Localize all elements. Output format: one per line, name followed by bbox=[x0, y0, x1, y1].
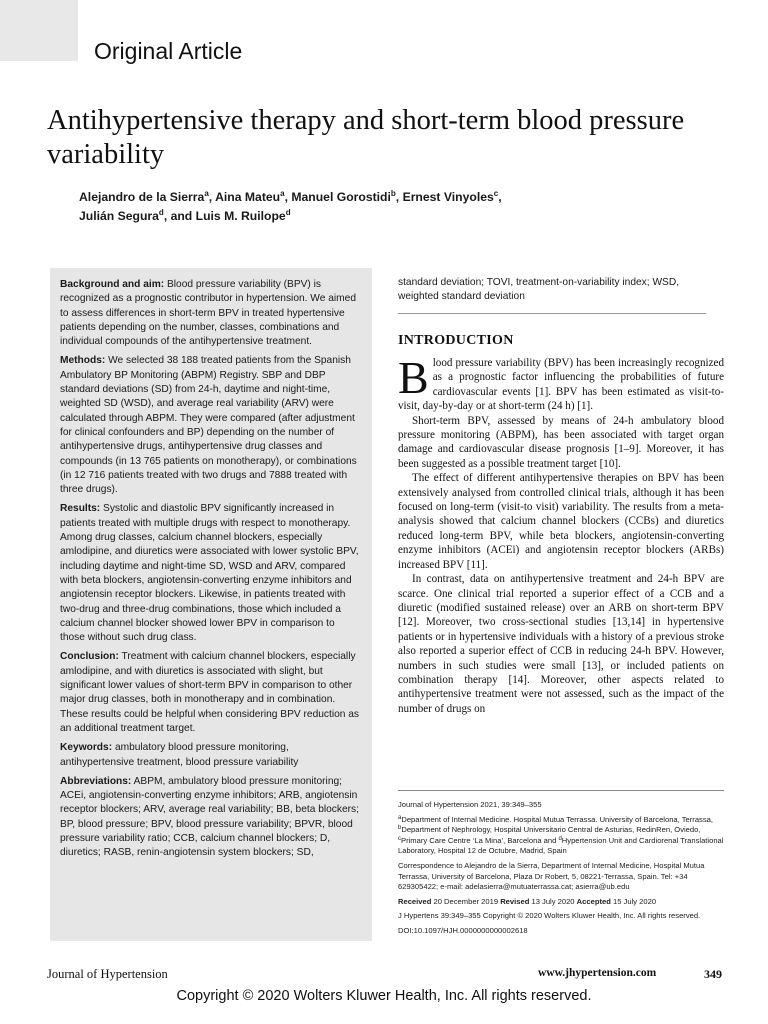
author-affiliation: d bbox=[285, 208, 291, 217]
abstract-results: Results: Systolic and diastolic BPV significantly increased in patients treated with multiple drugs with respect to monotherapy. Among drug classes, calcium channel blockers, especially amlodipine, and diuretics were associated with lower systolic BPV, including daytime and night-time SD, WSD and ARV, compared with beta blockers, angiotensin-converting enzyme inhibitors and angiotensin receptor blockers. Likewise, in patients treated with two-drug and three-drug combinations, those which included a calcium channel blocker showed lower BPV in comparison to those without such drug class. bbox=[60, 503, 359, 644]
author-name: Luis M. Ruilope bbox=[195, 209, 286, 223]
author-name: Alejandro de la Sierra bbox=[79, 190, 205, 204]
abstract-abbreviations: Abbreviations: ABPM, ambulatory blood pressure monitoring; ACEi, angiotensin-converting enzyme inhibitors; ARB, angiotensin receptor blockers; ARV, average real variability; BB, beta blockers; BP, blood pressure; BPV, blood pressure variability; BPVR, blood pressure variability ratio; CCB, calcium channel blockers; D, diuretics; RASB, renin-angiotensin system blockers; SD, bbox=[60, 775, 359, 859]
article-title: Antihypertensive therapy and short-term blood pressure variability bbox=[47, 105, 685, 170]
article-type-label: Original Article bbox=[94, 38, 243, 64]
paragraph: Blood pressure variability (BPV) has been increasingly recognized as a prognostic factor influencing the probabilities of future cardiovascular events [1]. BPV has been estimated as visit-to-visit, day-by-day or at short-term (24 h) [1]. bbox=[398, 352, 724, 413]
doi: DOI:10.1097/HJH.0000000000002618 bbox=[398, 925, 528, 935]
correspondence: Correspondence to Alejandro de la Sierra, Department of Internal Medicine, Hospital Mutua Terrassa, University of Barcelona, Plaza Dr Robert, 5, 08221-Terrassa, Spain. Tel: +34 629305422; e-mail: adelasierra@mutuaterrassa.cat; asierra@ub.edu bbox=[398, 860, 705, 892]
footnote-divider bbox=[398, 790, 724, 791]
author-affiliation: a bbox=[204, 189, 209, 198]
section-heading: INTRODUCTION bbox=[398, 333, 514, 348]
paragraph: In contrast, data on antihypertensive treatment and 24-h BPV are scarce. One clinical trial reported a superior effect of a CCB and a diuretic (modified sustained release) over an ARB on short-term BPV [12]. Moreover, two cross-sectional studies [13,14] in hypertensive patients or in hypertensive individuals with a history of a previous stroke also reported a superior effect of CCB in reducing 24-h BPV. However, numbers in such studies were small [13], or included patients on combination therapy [14]. Moreover, other aspects related to antihypertensive treatment were not assessed, such as the impact of the number of drugs on bbox=[398, 573, 724, 715]
author-affiliation: a bbox=[280, 189, 285, 198]
copyright-banner: Copyright © 2020 Wolters Kluwer Health, Inc. All rights reserved. bbox=[176, 988, 592, 1004]
author-name: Aina Mateu bbox=[215, 190, 281, 204]
author-name: Ernest Vinyoles bbox=[402, 190, 494, 204]
abstract-box bbox=[50, 268, 372, 941]
abbreviations-continued: standard deviation; TOVI, treatment-on-variability index; WSD, weighted standard deviation bbox=[398, 276, 706, 314]
author-affiliation: c bbox=[493, 189, 499, 198]
author-affiliation: d bbox=[158, 208, 164, 217]
affiliations: $^a$Department of Internal Medicine. Hospital Mutua Terrassa. University of Barcelona, Terrassa, $^b$Department of Nephrology, Hospital Universitario Central de Asturias, RedinRen, Oviedo, $^c$Primary Care Centre ‘La Mina’, Barcelona and $^d$Hypertension Unit and Cardiorenal Translational Laboratory, Hospital 12 de Octubre, Madrid, Spain bbox=[398, 814, 724, 856]
page-number: 349 bbox=[704, 967, 722, 981]
corner-block bbox=[0, 0, 78, 61]
abstract-methods: Methods: We selected 38 188 treated patients from the Spanish Ambulatory BP Monitoring (ABPM) Registry. SBP and DBP standard deviations (SD) from 24-h, daytime and night-time, weighted SD (WSD), and average real variability (ARV) were calculated through ABPM. They were compared (after adjustment for clinical confounders and BP) depending on the number of antihypertensive drugs, antihypertensive drug classes and compounds (in 13 765 patients on monotherapy), or combinations (in 12 716 patients treated with two drugs and 7888 treated with three drugs). bbox=[60, 355, 357, 496]
dates: Received 20 December 2019 Revised 13 July 2020 Accepted 15 July 2020 bbox=[398, 896, 657, 906]
abstract-conclusion: Conclusion: Treatment with calcium channel blockers, especially amlodipine, and with diuretics is associated with slight, but significant lower values of short-term BPV in comparison to other major drug classes, both in monotherapy and in combination. These results could be helpful when considering BPV reduction as an additional treatment target. bbox=[60, 651, 360, 734]
footnotes bbox=[398, 800, 726, 941]
author-name: Julián Segura bbox=[79, 209, 159, 223]
author-list: Alejandro de la Sierra$^a$, Aina Mateu$^a$, Manuel Gorostidi$^b$, Ernest Vinyoles$^c$, Julián Segura$^d$, and Luis M. Ruilope$^d$ bbox=[79, 189, 502, 223]
abstract-background: Background and aim: Blood pressure variability (BPV) is recognized as a prognostic contributor in hypertension. We aimed to assess differences in short-term BPV in treated hypertensive patients depending on the number, classes, combinations and individual compounds of the antihypertensive treatment. bbox=[60, 279, 356, 348]
author-name: Manuel Gorostidi bbox=[291, 190, 391, 204]
paragraph: Short-term BPV, assessed by means of 24-h ambulatory blood pressure monitoring (ABPM), has been associated with target organ damage and cardiovascular disease prognosis [1–9]. Moreover, it has been suggested as a possible treatment target [10]. bbox=[398, 414, 724, 470]
drop-cap: B bbox=[398, 352, 429, 403]
footer-url[interactable]: www.jhypertension.com bbox=[538, 967, 657, 979]
paragraph: The effect of different antihypertensive therapies on BPV has been extensively analysed from controlled clinical trials, although it has been focused on long-term (visit-to visit) variability. The results from a meta-analysis showed that calcium channel blockers (CCBs) and diuretics reduced long-term BPV, while beta blockers, angiotensin-converting enzyme inhibitors (ACEi) and angiotensin receptor blockers (ARBs) increased BPV [11]. bbox=[398, 472, 724, 571]
citation-line: Journal of Hypertension 2021, 39:349–355 bbox=[398, 800, 542, 809]
abstract-keywords: Keywords: ambulatory blood pressure monitoring, antihypertensive treatment, blood pressure variability bbox=[60, 742, 299, 768]
copyright-notice: J Hypertens 39:349–355 Copyright © 2020 Wolters Kluwer Health, Inc. All rights reserved. bbox=[398, 911, 701, 921]
body-text bbox=[398, 352, 724, 716]
author-affiliation: b bbox=[390, 189, 396, 198]
footer-journal-name: Journal of Hypertension bbox=[47, 967, 168, 981]
